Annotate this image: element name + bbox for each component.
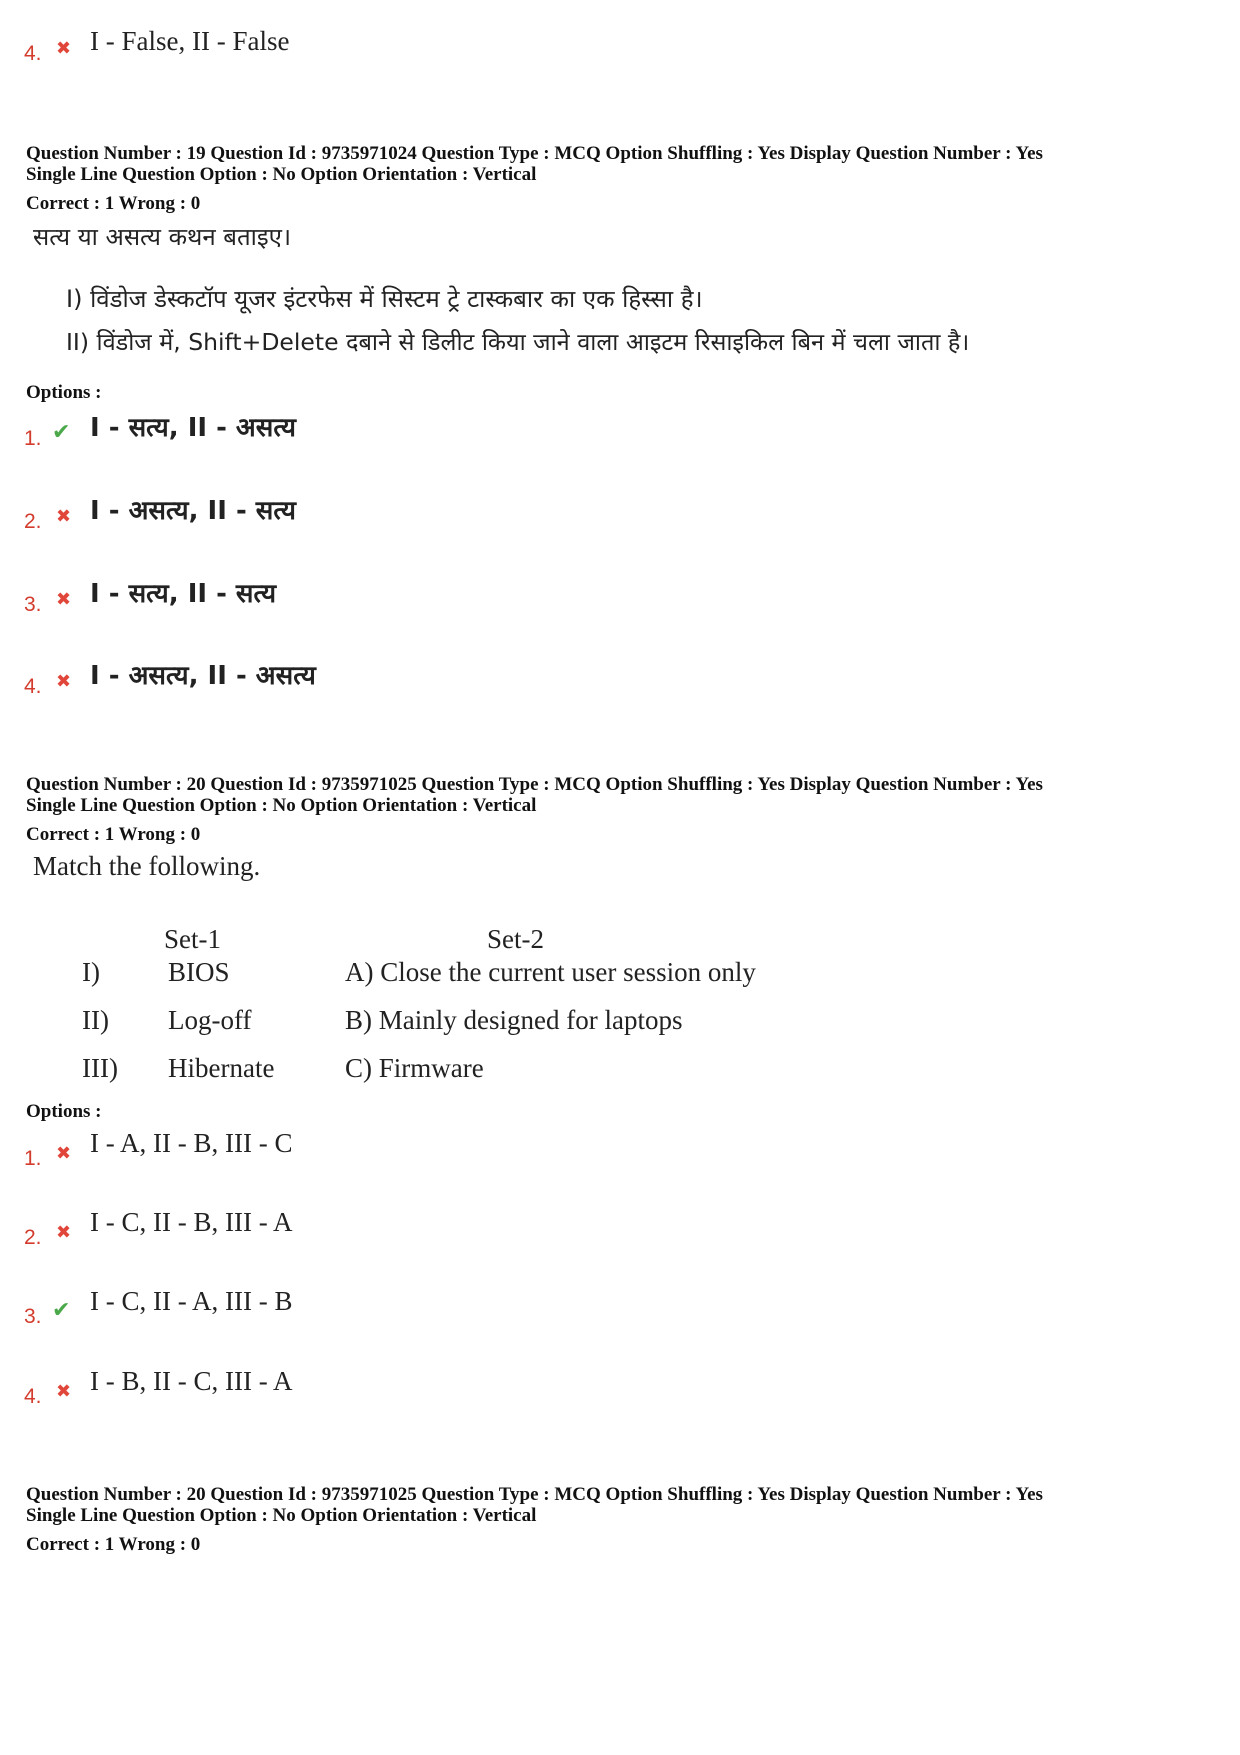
wrong-mark-icon: ✖ bbox=[56, 671, 72, 692]
option-number: 4. bbox=[24, 42, 42, 65]
question-meta-line1: Question Number : 20 Question Id : 9735971025 Question Type : MCQ Option Shuffling : Yes Display Question Number : Yes bbox=[26, 1484, 1043, 1505]
option-number: 3. bbox=[24, 1305, 42, 1328]
option-number: 4. bbox=[24, 1385, 42, 1408]
match-set1-item: Log-off bbox=[168, 1005, 252, 1035]
check-mark-icon: ✔ bbox=[52, 420, 71, 445]
match-roman: III) bbox=[82, 1053, 118, 1083]
set1-header: Set-1 bbox=[164, 924, 221, 954]
option-text: I - असत्य, II - असत्य bbox=[90, 661, 316, 691]
wrong-mark-icon: ✖ bbox=[56, 589, 72, 610]
option-text: I - False, II - False bbox=[90, 26, 290, 56]
option-text: I - C, II - A, III - B bbox=[90, 1286, 293, 1316]
match-set1-item: Hibernate bbox=[168, 1053, 275, 1083]
set2-header: Set-2 bbox=[487, 924, 544, 954]
question-score: Correct : 1 Wrong : 0 bbox=[26, 824, 201, 845]
option-number: 3. bbox=[24, 593, 42, 616]
wrong-mark-icon: ✖ bbox=[56, 1222, 72, 1243]
option-text: I - सत्य, II - सत्य bbox=[90, 579, 277, 609]
options-label: Options : bbox=[26, 1101, 102, 1122]
question-meta-line2: Single Line Question Option : No Option Orientation : Vertical bbox=[26, 164, 537, 185]
option-text: I - C, II - B, III - A bbox=[90, 1207, 293, 1237]
option-text: I - B, II - C, III - A bbox=[90, 1366, 293, 1396]
wrong-mark-icon: ✖ bbox=[56, 1143, 72, 1164]
match-set2-item: A) Close the current user session only bbox=[345, 957, 756, 987]
question-statement: II) विंडोज में, Shift+Delete दबाने से डिलीट किया जाने वाला आइटम रिसाइकिल बिन में चला जाता है। bbox=[66, 328, 970, 356]
question-meta-line1: Question Number : 19 Question Id : 9735971024 Question Type : MCQ Option Shuffling : Yes Display Question Number : Yes bbox=[26, 143, 1043, 164]
option-number: 2. bbox=[24, 510, 42, 533]
match-set2-item: C) Firmware bbox=[345, 1053, 484, 1083]
option-number: 1. bbox=[24, 1147, 42, 1170]
question-meta-line2: Single Line Question Option : No Option Orientation : Vertical bbox=[26, 1505, 537, 1526]
option-text: I - A, II - B, III - C bbox=[90, 1128, 293, 1158]
option-number: 1. bbox=[24, 427, 42, 450]
option-text: I - सत्य, II - असत्य bbox=[90, 413, 296, 443]
question-prompt: Match the following. bbox=[33, 851, 261, 881]
question-statement: I) विंडोज डेस्कटॉप यूजर इंटरफेस में सिस्टम ट्रे टास्कबार का एक हिस्सा है। bbox=[66, 285, 703, 313]
wrong-mark-icon: ✖ bbox=[56, 38, 72, 59]
question-prompt: सत्य या असत्य कथन बताइए। bbox=[33, 223, 292, 251]
question-score: Correct : 1 Wrong : 0 bbox=[26, 1534, 201, 1555]
question-meta-line2: Single Line Question Option : No Option Orientation : Vertical bbox=[26, 795, 537, 816]
question-meta-line1: Question Number : 20 Question Id : 9735971025 Question Type : MCQ Option Shuffling : Yes Display Question Number : Yes bbox=[26, 774, 1043, 795]
options-label: Options : bbox=[26, 382, 102, 403]
option-text: I - असत्य, II - सत्य bbox=[90, 496, 296, 526]
match-roman: II) bbox=[82, 1005, 109, 1035]
wrong-mark-icon: ✖ bbox=[56, 1381, 72, 1402]
option-number: 4. bbox=[24, 675, 42, 698]
match-set1-item: BIOS bbox=[168, 957, 230, 987]
match-set2-item: B) Mainly designed for laptops bbox=[345, 1005, 683, 1035]
option-number: 2. bbox=[24, 1226, 42, 1249]
match-roman: I) bbox=[82, 957, 100, 987]
check-mark-icon: ✔ bbox=[52, 1298, 71, 1323]
wrong-mark-icon: ✖ bbox=[56, 506, 72, 527]
question-score: Correct : 1 Wrong : 0 bbox=[26, 193, 201, 214]
